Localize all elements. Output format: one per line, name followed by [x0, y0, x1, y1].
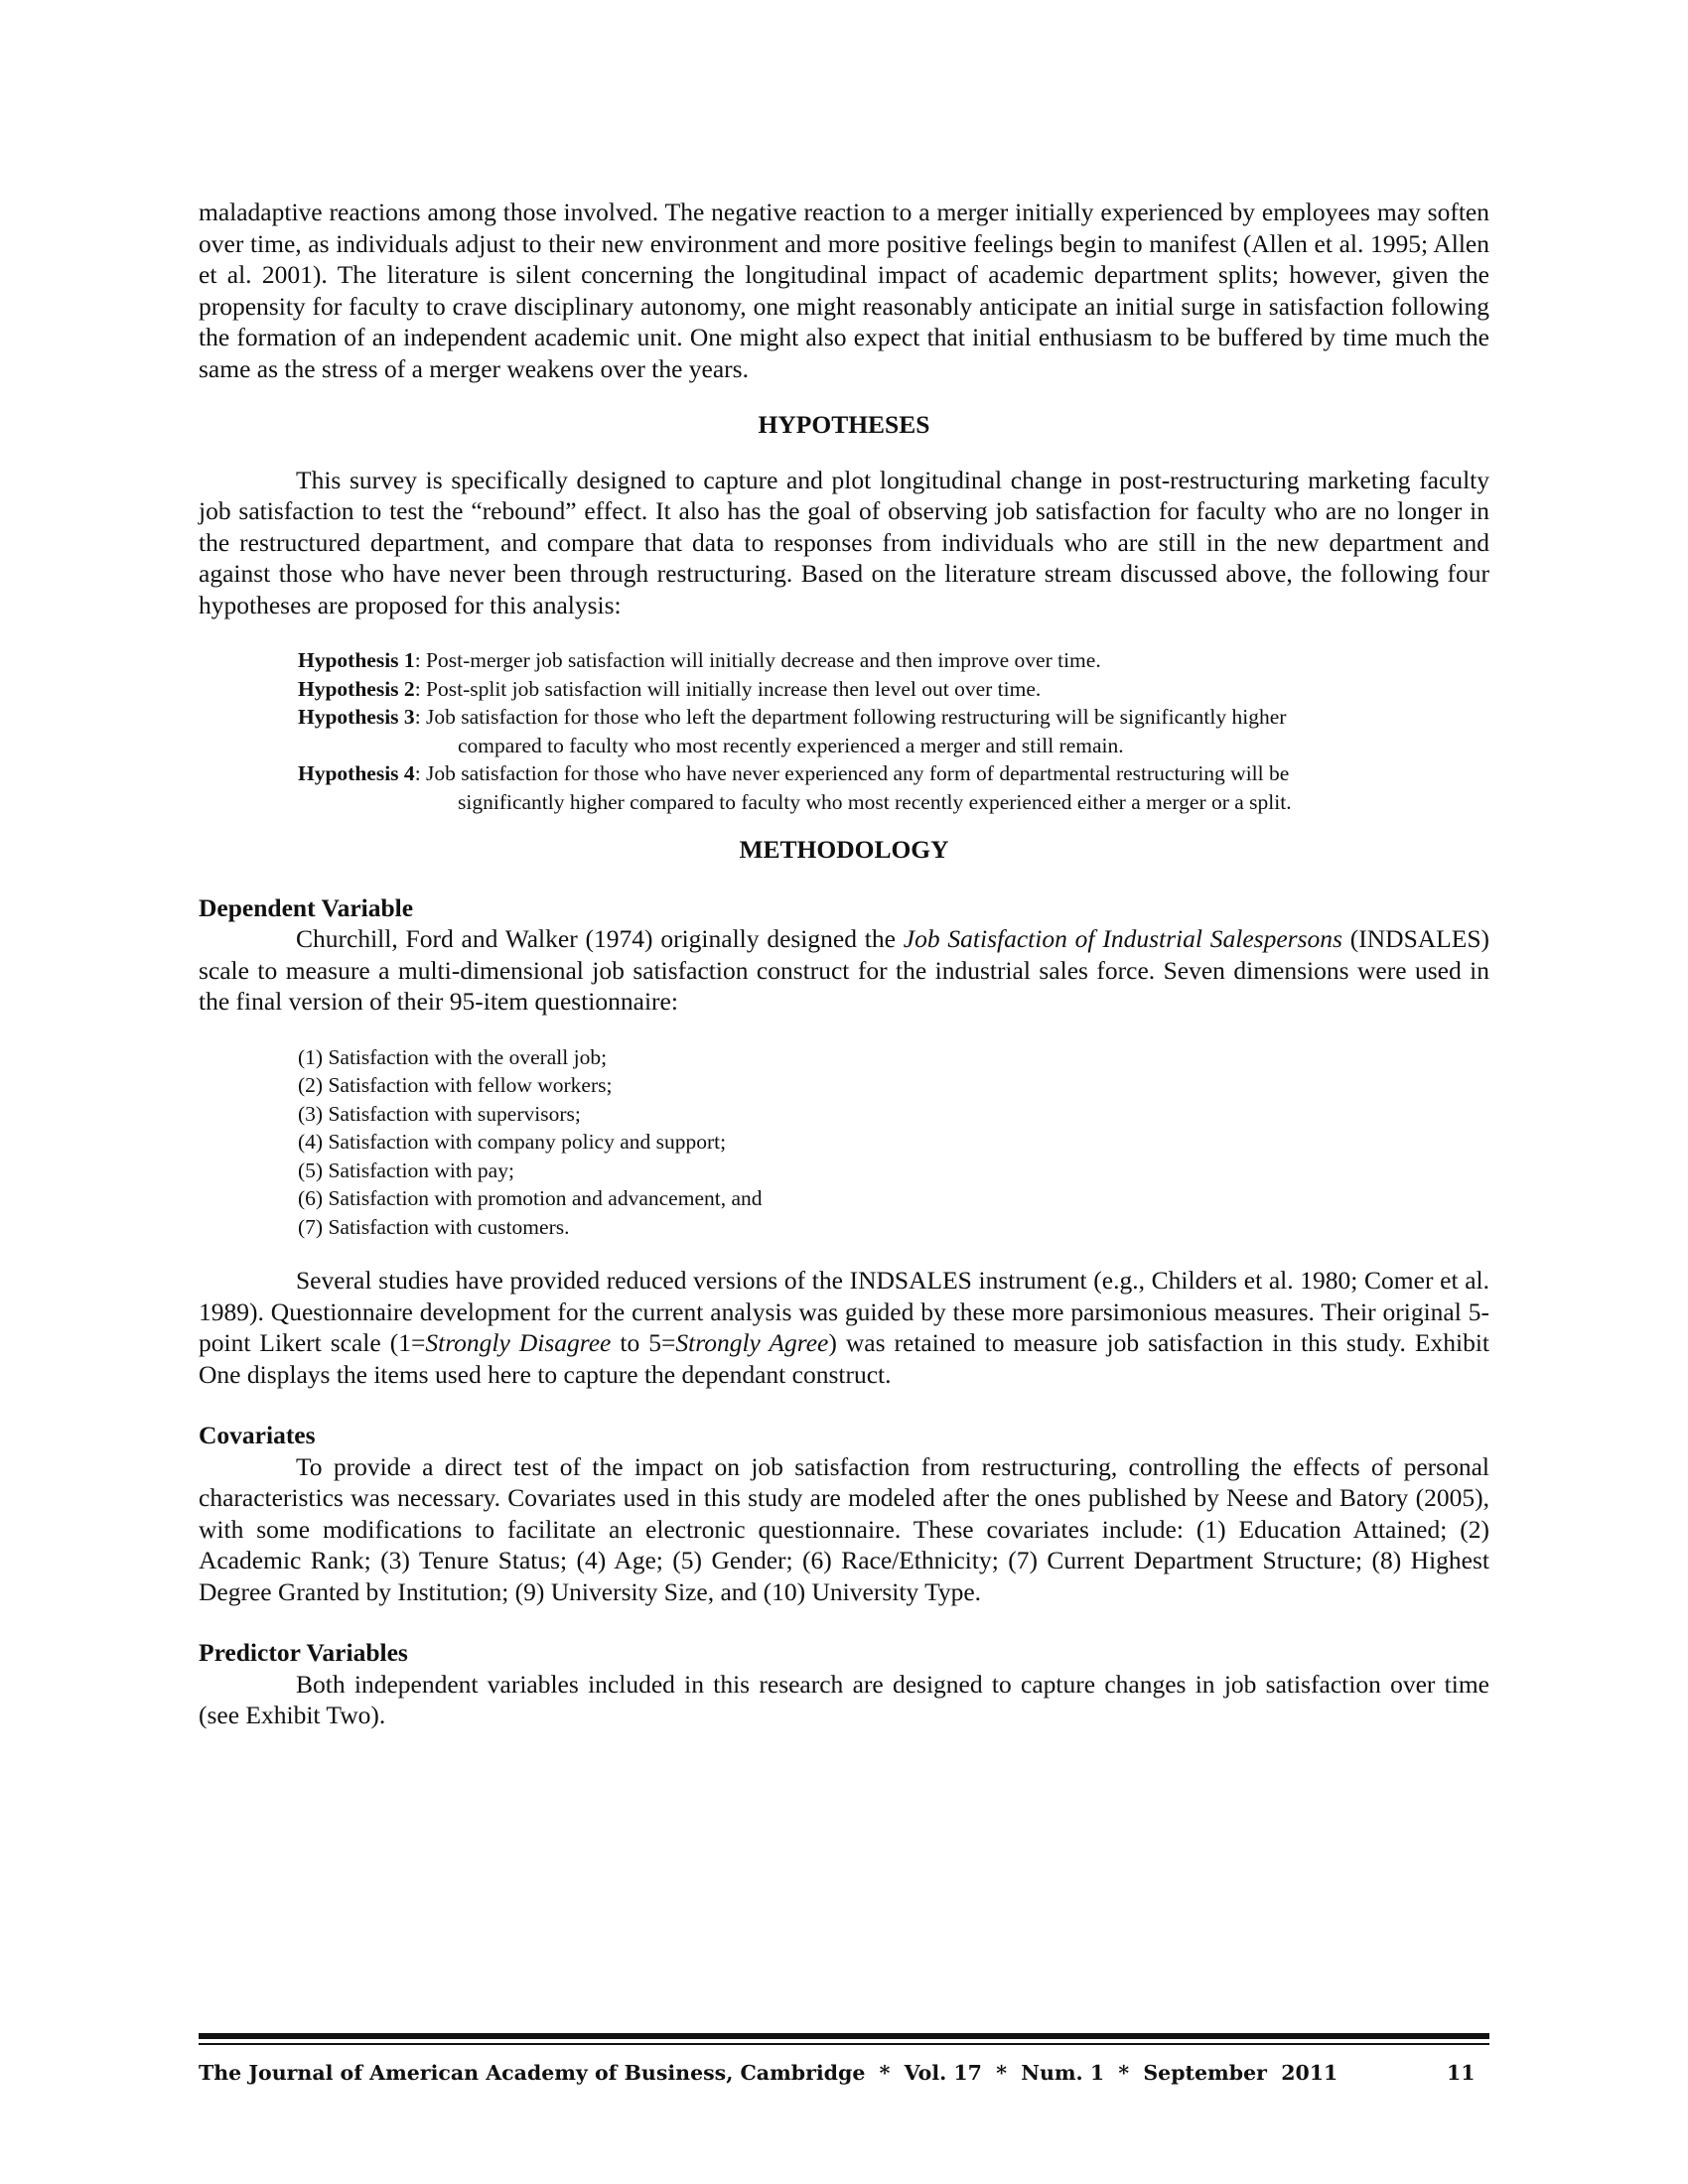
list-item: (5) Satisfaction with pay; [298, 1158, 514, 1182]
hypothesis-text: : Job satisfaction for those who left the department following restructuring will be significantly higher [414, 705, 1287, 729]
journal-citation: The Journal of American Academy of Business, Cambridge * Vol. 17 * Num. 1 * September 2011 [199, 2061, 1338, 2085]
list-item: (1) Satisfaction with the overall job; [298, 1044, 608, 1069]
hypotheses-list [298, 646, 1489, 816]
hypothesis-label: Hypothesis 2 [298, 676, 415, 701]
covariates-paragraph: To provide a direct test of the impact on job satisfaction from restructuring, controlling the effects of personal characteristics was necessary. Covariates used in this study are modeled after the ones published by Neese and Batory (2005), with some modifications to facilitate an electronic questionnaire. These covariates include: (1) Education Attained; (2) Academic Rank; (3) Tenure Status; (4) Age; (5) Gender; (6) Race/Ethnicity; (7) Current Department Structure; (8) Highest Degree Granted by Institution; (9) University Size, and (10) University Type. [199, 1451, 1489, 1606]
hypothesis-label: Hypothesis 4 [298, 761, 415, 785]
hypothesis-text-continued: compared to faculty who most recently experienced a merger and still remain. [458, 733, 1124, 757]
list-item: (6) Satisfaction with promotion and advancement, and [298, 1186, 763, 1210]
methodology-heading: METHODOLOGY [739, 835, 949, 864]
hypothesis-2 [298, 675, 1489, 704]
dependent-variable-title: Dependent Variable [199, 892, 414, 922]
list-item: (2) Satisfaction with fellow workers; [298, 1073, 613, 1097]
text-run: to 5= [611, 1328, 676, 1357]
scale-anchor-low: Strongly Disagree [425, 1328, 612, 1357]
hypotheses-heading: HYPOTHESES [758, 410, 930, 439]
page-number: 11 [1447, 2061, 1476, 2085]
covariates-title: Covariates [199, 1421, 316, 1449]
hypothesis-1 [298, 646, 1489, 675]
list-item: (7) Satisfaction with customers. [298, 1214, 570, 1239]
hypothesis-text-continued: significantly higher compared to faculty who most recently experienced either a merger or a split. [458, 789, 1292, 814]
list-item: (4) Satisfaction with company policy and support; [298, 1130, 727, 1154]
hypothesis-text: : Post-split job satisfaction will initially increase then level out over time. [414, 676, 1042, 701]
scale-anchor-high: Strongly Agree [675, 1328, 829, 1357]
page-footer [199, 2060, 1489, 2086]
hypothesis-4 [298, 759, 1489, 816]
predictor-variables-paragraph: Both independent variables included in this research are designed to capture changes in job satisfaction over time (see Exhibit Two). [199, 1669, 1489, 1729]
dependent-variable-paragraph [199, 923, 1489, 1018]
hypothesis-label: Hypothesis 3 [298, 705, 415, 729]
page-body [199, 197, 1489, 1731]
hypothesis-text: : Job satisfaction for those who have never experienced any form of departmental restructuring will be [414, 761, 1290, 785]
dimensions-list [298, 1043, 1489, 1242]
predictor-variables-title: Predictor Variables [199, 1638, 408, 1667]
footer-rule-thin [199, 2043, 1489, 2045]
text-run: Several studies have provided reduced versions of the INDSALES instrument (e.g., Childers et al. 1980; Comer et al. 1989). Questionnaire development for the current analysis was guided by these more parsimonious measures. Their original 5-point Likert scale (1= [199, 1266, 1489, 1357]
hypotheses-paragraph: This survey is specifically designed to capture and plot longitudinal change in post-restructuring marketing faculty job satisfaction to test the “rebound” effect. It also has the goal of observing job satisfaction for faculty who are no longer in the restructured department, and compare that data to responses from individuals who are still in the new department and against those who have never been through restructuring. Based on the literature stream discussed above, the following four hypotheses are proposed for this analysis: [199, 465, 1489, 619]
text-run: ) was retained to measure job satisfaction in this study. Exhibit One displays the items used here to capture the dependant construct. [199, 1328, 1490, 1389]
scale-name: Job Satisfaction of Industrial Salespersons [903, 924, 1342, 953]
footer-rule-thick [199, 2033, 1489, 2039]
list-item: (3) Satisfaction with supervisors; [298, 1101, 581, 1126]
text-run: Churchill, Ford and Walker (1974) originally designed the [296, 924, 904, 953]
hypothesis-label: Hypothesis 1 [298, 648, 415, 672]
intro-paragraph: maladaptive reactions among those involved. The negative reaction to a merger initially experienced by employees may soften over time, as individuals adjust to their new environment and more positive feelings begin to manifest (Allen et al. 1995; Allen et al. 2001). The literature is silent concerning the longitudinal impact of academic department splits; however, given the propensity for faculty to crave disciplinary autonomy, one might reasonably anticipate an initial surge in satisfaction following the formation of an independent academic unit. One might also expect that initial enthusiasm to be buffered by time much the same as the stress of a merger weakens over the years. [199, 198, 1489, 383]
hypothesis-text: : Post-merger job satisfaction will initially decrease and then improve over time. [414, 648, 1101, 672]
likert-paragraph [199, 1265, 1489, 1390]
text-run: (INDSALES) scale to measure a multi-dimensional job satisfaction construct for the industrial sales force. Seven dimensions were used in the final version of their 95-item questionnaire: [199, 924, 1489, 1016]
hypothesis-3 [298, 703, 1489, 759]
